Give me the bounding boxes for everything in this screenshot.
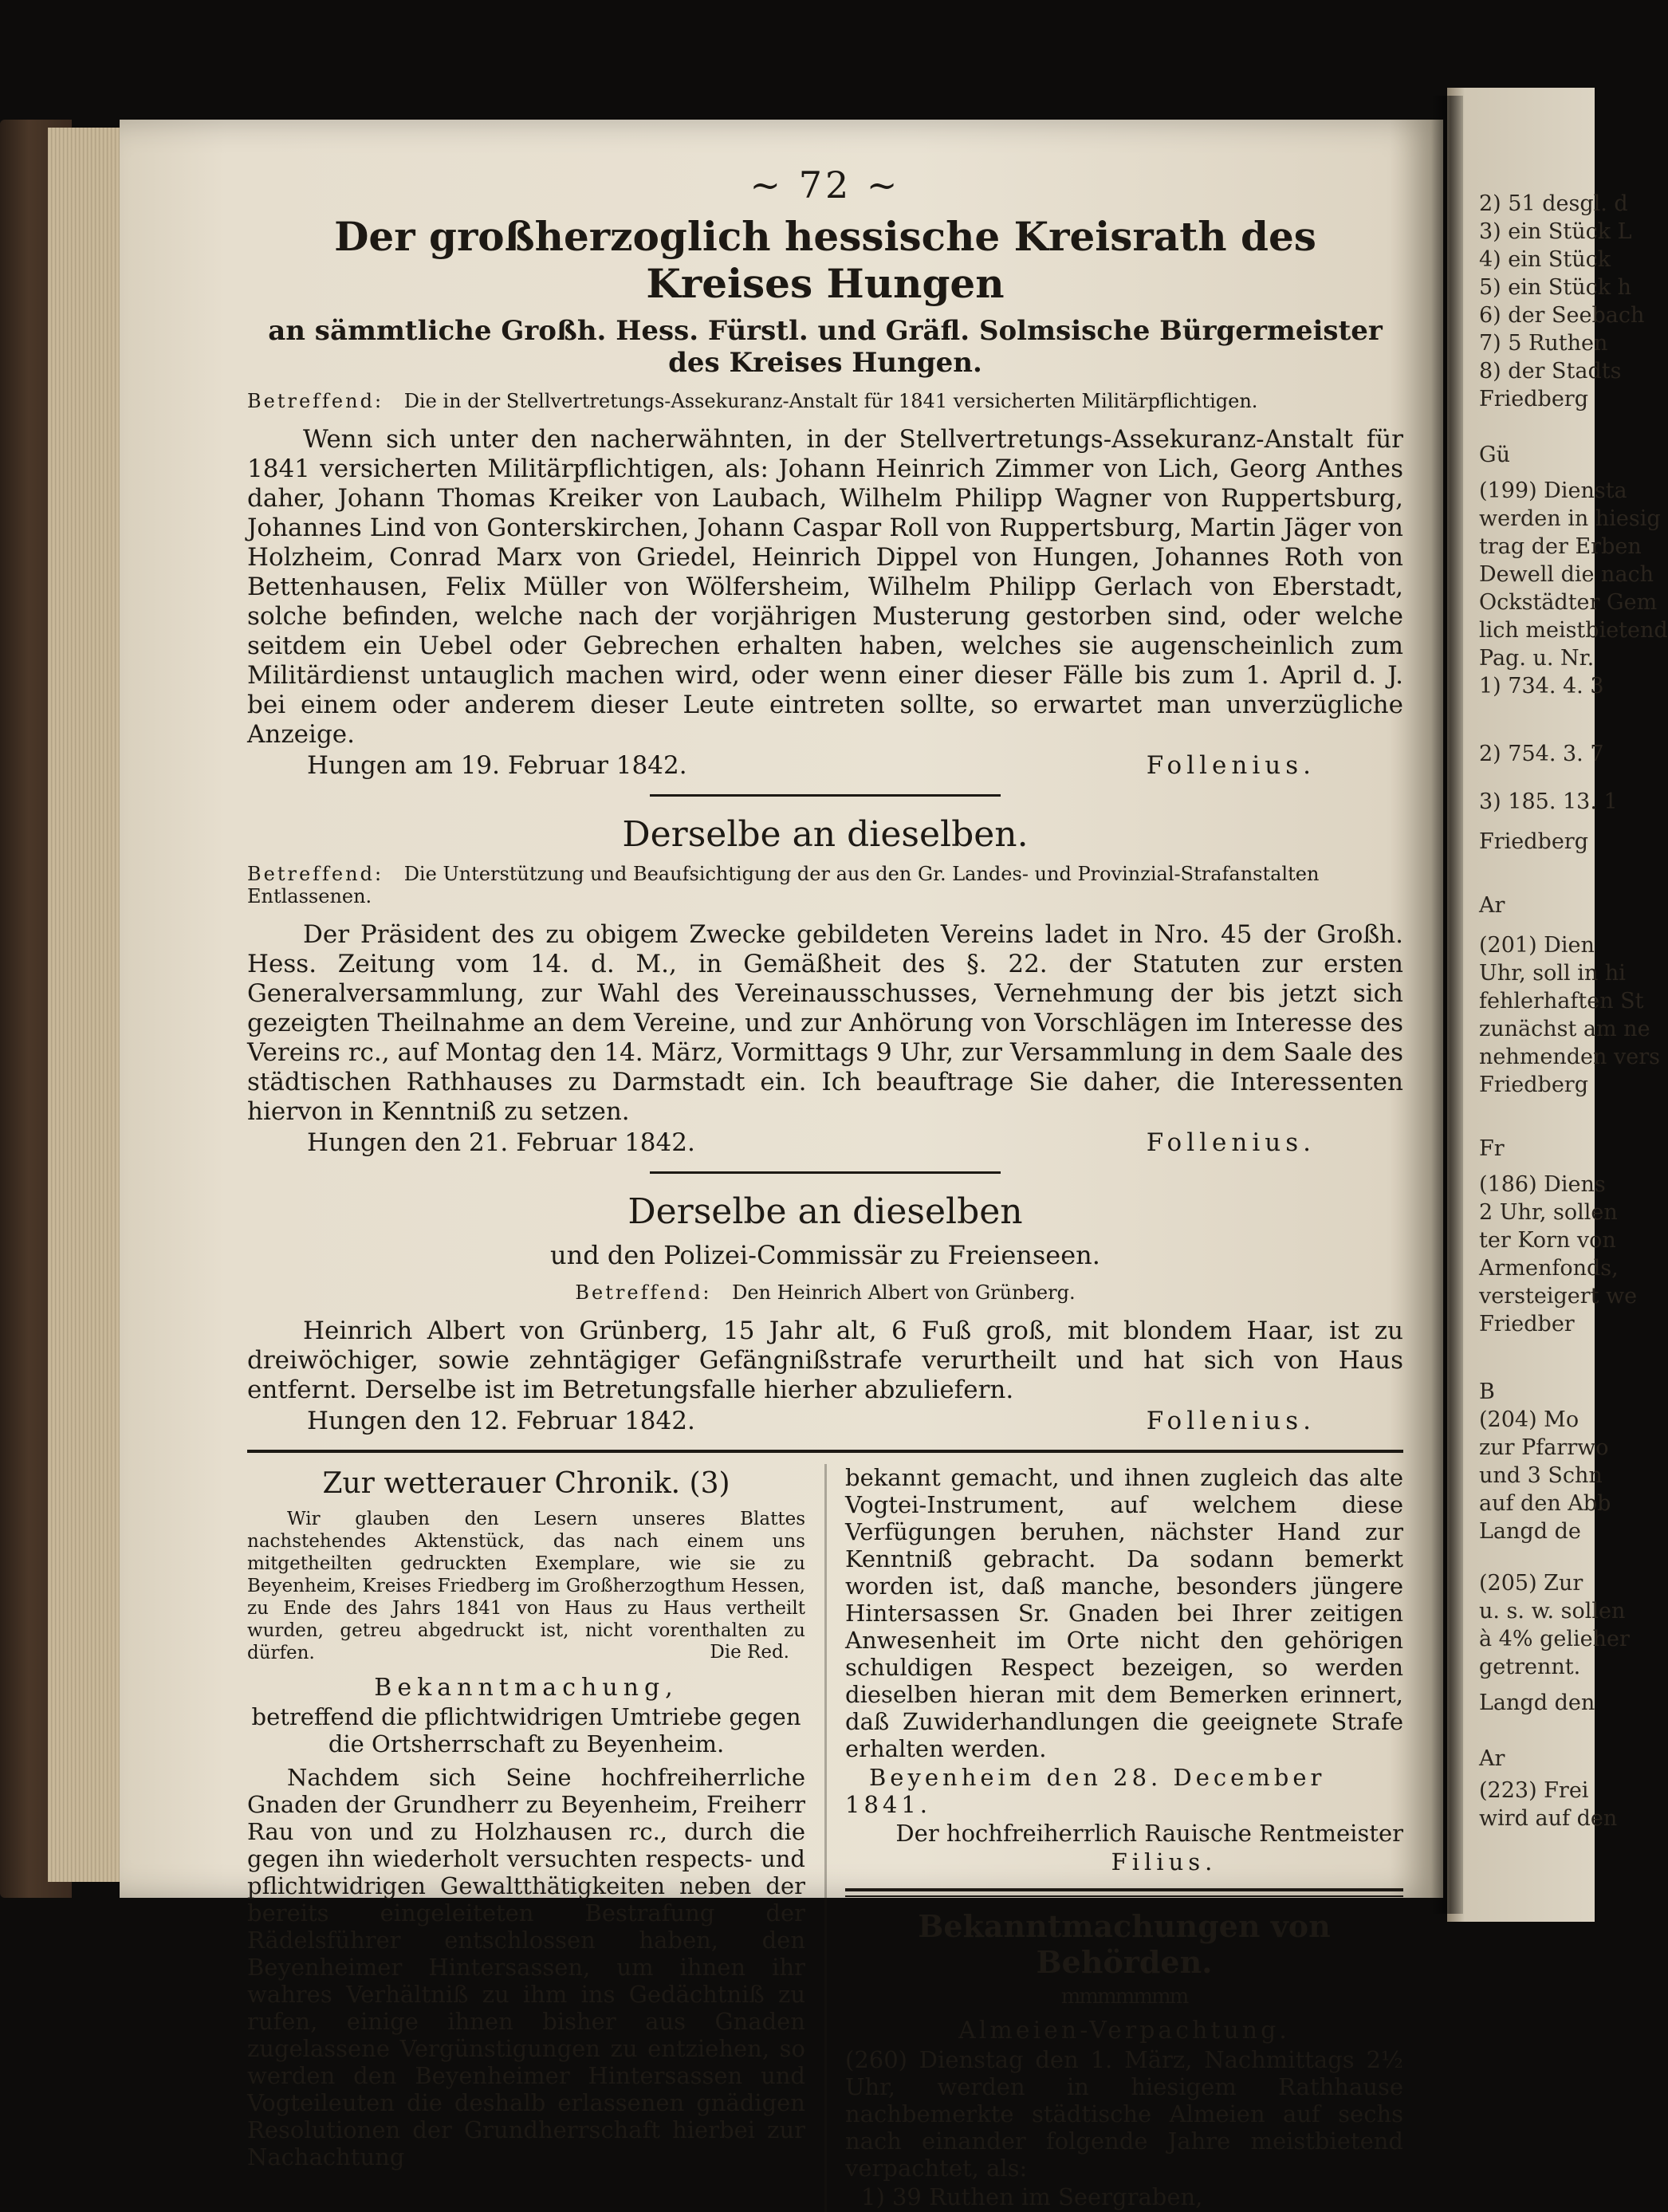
almeien-title: Almeien-Verpachtung. — [958, 2017, 1290, 2045]
left-column — [247, 1464, 805, 2212]
full-divider — [247, 1450, 1403, 1453]
chronik-body-left: Nachdem sich Seine hochfreiherrliche Gnaden der Grundherr zu Beyenheim, Freiherr Rau von und zu Holzhausen rc., durch die gegen ihn wiederholt versuchten respects- und pflichtwidrigen Gewaltthätigkeiten neben der bereits eingeleiteten Bestrafung der Rädelsführer entschlossen haben, den Beyenheimer Hintersassen, um ihnen ihr wahres Verhältniß zu ihm ins Gedächtniß zu rufen, einige ihnen bisher aus Gnaden zugelassene Vergünstigungen zu entziehen, so werden den Beyenheimer Hintersassen und Vogteileuten die deshalb erlassenen gnädigen Resolutionen der Grundherrschaft hierbei zur Nachachtung — [247, 1764, 805, 2171]
right-page-fragment: nehmenden vers — [1479, 1045, 1660, 1069]
betreffend-text: Den Heinrich Albert von Grünberg. — [732, 1281, 1076, 1304]
right-page-fragment: (186) Diens — [1479, 1172, 1606, 1197]
behoerden-title: Bekanntmachungen von Behörden. — [918, 1908, 1331, 1980]
right-page-fragment: Friedberg — [1479, 829, 1588, 854]
right-page-fragment: 3) ein Stück L — [1479, 219, 1632, 244]
right-page-fragment: Armenfonds, — [1479, 1256, 1619, 1281]
right-page — [1447, 88, 1668, 1922]
right-page-fragment: Langd den — [1479, 1690, 1595, 1715]
right-page-fragment: 1) 734. 4. 3 — [1479, 674, 1604, 699]
almeien-body: (260) Dienstag den 1. März, Nachmittags 2½ Uhr, werden in hiesigem Rathhause nachbemerkte städtische Almeien auf sechs nach einander folgende Jahre meistbietend verpachtet, als: — [845, 2046, 1403, 2182]
chronik-intro-signature: Die Red. — [710, 1642, 789, 1663]
right-page-fragment: und 3 Schn — [1479, 1463, 1603, 1488]
two-column-section — [247, 1464, 1403, 2212]
right-page-fragment: fehlerhaften St — [1479, 989, 1644, 1014]
betreffend-text: Die in der Stellvertretungs-Assekuranz-Anstalt für 1841 versicherten Militärpflichtigen. — [403, 390, 1258, 412]
right-page-fragment: (223) Frei — [1479, 1778, 1589, 1803]
divider — [650, 794, 1001, 797]
section2-body: Der Präsident des zu obigem Zwecke gebildeten Vereins ladet in Nro. 45 der Großh. Hess. Zeitung vom 14. d. M., in Gemäßheit des §. 22. der Statuten zur ersten Generalversammlung, zur Wahl des Vereinausschusses, Vernehmung der bis jetzt sich gezeigten Theilnahme an dem Vereine, und zur Anhörung von Vorschlägen im Interesse des Vereins rc., auf Montag den 14. März, Vormittags 9 Uhr, zur Versammlung in dem Saale des städtischen Rathhauses zu Darmstadt ein. Ich beauftrage Sie daher, die Interessenten hiervon in Kenntniß zu setzen. — [247, 920, 1403, 1126]
section1-betreffend — [247, 390, 1403, 412]
right-page-fragment: (201) Dien — [1479, 933, 1595, 958]
spine-shadow — [1431, 96, 1463, 1914]
right-page-fragment: 5) ein Stück h — [1479, 275, 1632, 300]
betreffend-label: Betreffend: — [247, 390, 384, 412]
right-column — [845, 1464, 1403, 2212]
place-date: Hungen am 19. Februar 1842. — [307, 751, 687, 780]
right-page-fragment: wird auf den — [1479, 1806, 1618, 1831]
right-page-fragment: versteigert we — [1479, 1284, 1638, 1309]
section3-signature-line — [247, 1407, 1403, 1435]
right-page-fragment: 3) 185. 13. 1 — [1479, 789, 1618, 814]
section1-body: Wenn sich unter den nacherwähnten, in der Stellvertretungs-Assekuranz-Anstalt für 1841 versicherten Militärpflichtigen, als: Johann Heinrich Zimmer von Lich, Georg Anthes daher, Johann Thomas Kreiker von Laubach, Wilhelm Philipp Wagner von Ruppertsburg, Johannes Lind von Gonterskirchen, Johann Caspar Roll von Ruppertsburg, Martin Jäger von Holzheim, Conrad Marx von Griedel, Heinrich Dippel von Hungen, Johannes Roth von Bettenhausen, Felix Müller von Wölfersheim, Wilhelm Philipp Gerlach von Eberstadt, solche befinden, welche nach der vorjährigen Musterung gestorben sind, oder welche seitdem ein Uebel oder Gebrechen erhalten haben, welches sie augenscheinlich zum Militärdienst untauglich machen wird, oder wenn einer dieser Fälle bis zum 1. April d. J. bei einem oder anderem dieser Leute eintreten sollte, so erwartet man unverzügliche Anzeige. — [247, 425, 1403, 749]
bekanntmachung-subtitle: betreffend die pflichtwidrigen Umtriebe gegen die Ortsherrschaft zu Beyenheim. — [251, 1703, 801, 1757]
right-page-fragment: 7) 5 Ruthen — [1479, 331, 1608, 356]
right-page-fragment: Friedberg — [1479, 1073, 1588, 1097]
double-rule — [845, 1888, 1403, 1897]
betreffend-text: Die Unterstützung und Beaufsichtigung der aus den Gr. Landes- und Provinzial-Strafanstalten Entlassenen. — [247, 863, 1320, 907]
right-page-fragment: (204) Mo — [1479, 1407, 1579, 1432]
chronik-rentmeister: Der hochfreiherrlich Rauische Rentmeister — [895, 1820, 1403, 1847]
bekanntmachung-title: Bekanntmachung, — [374, 1674, 679, 1702]
right-page-fragment: Pag. u. Nr. — [1479, 646, 1595, 671]
chronik-signature: Filius. — [1111, 1848, 1218, 1875]
right-page-fragment: Gü — [1479, 443, 1510, 467]
right-page-fragment: B — [1479, 1380, 1495, 1404]
right-page-fragment: Fr — [1479, 1136, 1505, 1161]
section2-signature-line — [247, 1128, 1403, 1157]
chronik-intro: Wir glauben den Lesern unseres Blattes nachstehendes Aktenstück, das nach einem uns mitgetheilten gedruckten Exemplare, wie sie zu Beyenheim, Kreises Friedberg im Großherzogthum Hessen, zu Ende des Jahrs 1841 von Haus zu Haus vertheilt wurden, getreu abgedruckt ist, nicht vorenthalten zu dürfen. — [247, 1509, 805, 1663]
right-page-fragment: Friedber — [1479, 1312, 1575, 1336]
signature: Follenius. — [1146, 1128, 1316, 1157]
right-page-fragment: Langd de — [1479, 1519, 1581, 1544]
right-page-fragment: 8) der Stadts — [1479, 359, 1622, 384]
page-content — [247, 163, 1403, 2212]
betreffend-label: Betreffend: — [247, 863, 384, 885]
page-number: ~ 72 ~ — [749, 163, 901, 207]
section3-betreffend — [247, 1281, 1403, 1304]
header-subtitle: an sämmtliche Großh. Hess. Fürstl. und Gräfl. Solmsische Bürgermeister des Kreises Hungen. — [268, 315, 1383, 379]
right-page-fragment: à 4% gelieher — [1479, 1627, 1630, 1651]
right-page-fragment: Ar — [1479, 893, 1505, 918]
place-date: Hungen den 21. Februar 1842. — [307, 1128, 695, 1157]
right-page-fragment: Dewell die nach — [1479, 562, 1654, 587]
right-page-fragment: u. s. w. sollen — [1479, 1599, 1626, 1624]
right-page-fragment: Uhr, soll in hi — [1479, 961, 1626, 986]
right-page-fragment: 2) 51 desgl. d — [1479, 191, 1628, 216]
ornament: mmmmmmm — [1060, 1985, 1188, 2009]
right-page-fragment: zunächst am ne — [1479, 1017, 1650, 1041]
header-title: Der großherzoglich hessische Kreisrath des Kreises Hungen — [334, 213, 1316, 307]
chronik-place-date: Beyenheim den 28. December 1841. — [845, 1764, 1326, 1818]
right-page-fragment: lich meistbietend — [1479, 618, 1668, 643]
right-page-fragment: ter Korn von — [1479, 1228, 1616, 1253]
signature: Follenius. — [1146, 1407, 1316, 1435]
section3-title: Derselbe an dieselben — [627, 1191, 1023, 1232]
almeien-item-1: 1) 39 Ruthen im Seergraben, — [861, 2183, 1203, 2210]
right-page-fragment: zur Pfarrwo — [1479, 1435, 1609, 1460]
column-rule — [824, 1464, 827, 2212]
right-page-fragment: auf den Abb — [1479, 1491, 1611, 1516]
right-page-fragment: Friedberg — [1479, 387, 1588, 411]
section2-title: Derselbe an dieselben. — [622, 814, 1029, 855]
chronik-title: Zur wetterauer Chronik. (3) — [322, 1467, 730, 1500]
right-page-fragment: (205) Zur — [1479, 1571, 1583, 1596]
right-page-fragment: werden in hiesig — [1479, 506, 1661, 531]
right-page-fragment: 2) 754. 3. 7 — [1479, 742, 1604, 766]
place-date: Hungen den 12. Februar 1842. — [307, 1407, 695, 1435]
divider — [650, 1171, 1001, 1174]
right-page-fragment: 6) der Seebach — [1479, 303, 1645, 328]
section3-subtitle: und den Polizei-Commissär zu Freienseen. — [550, 1240, 1100, 1270]
right-page-fragment: (199) Diensta — [1479, 478, 1627, 503]
section1-signature-line — [247, 751, 1403, 780]
right-page-fragment: trag der Erben — [1479, 534, 1642, 559]
right-page-fragment: getrennt. — [1479, 1655, 1581, 1679]
signature: Follenius. — [1146, 751, 1316, 780]
right-page-fragment: 2 Uhr, sollen — [1479, 1200, 1618, 1225]
right-page-fragment: 4) ein Stück — [1479, 247, 1611, 272]
betreffend-label: Betreffend: — [575, 1281, 712, 1304]
right-page-fragment: Ar — [1479, 1746, 1505, 1771]
chronik-body-right: bekannt gemacht, und ihnen zugleich das alte Vogtei-Instrument, auf welchem diese Verfügungen beruhen, nächster Hand zur Kenntniß gebracht. Da sodann bemerkt worden ist, daß manche, besonders jüngere Hintersassen Sr. Gnaden bei Ihrer zeitigen Anwesenheit im Orte nicht den gehörigen schuldigen Respect bezeigen, so werden dieselben hieran mit dem Bemerken erinnert, daß Zuwiderhandlungen die geeignete Strafe erhalten werden. — [845, 1464, 1403, 1762]
section2-betreffend — [247, 863, 1403, 907]
section3-body: Heinrich Albert von Grünberg, 15 Jahr alt, 6 Fuß groß, mit blondem Haar, ist zu dreiwöchiger, sowie zehntägiger Gefängnißstrafe verurtheilt und hat sich von Haus entfernt. Derselbe ist im Betretungsfalle hierher abzuliefern. — [247, 1317, 1403, 1404]
right-page-fragment: Ockstädter Gem — [1479, 590, 1658, 615]
